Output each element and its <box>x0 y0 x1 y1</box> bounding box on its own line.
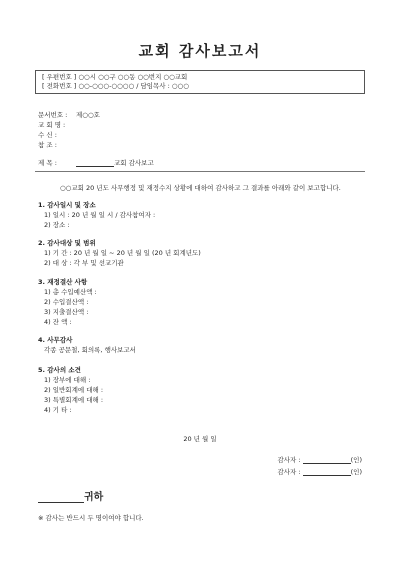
doc-number-label: 문서번호 : <box>38 111 68 119</box>
phone-line: [ 전화번호 ] ○○-○○○-○○○○ / 담임목사 : ○○○ <box>42 82 189 90</box>
section-item: 4) 잔 액 : <box>44 318 72 326</box>
section-item: 2) 장소 : <box>44 221 70 229</box>
subject-blank <box>76 158 114 167</box>
section-item: 2) 수입결산액 : <box>44 298 89 306</box>
recipient-suffix: 귀하 <box>84 492 104 503</box>
seal-mark: (인) <box>350 456 362 464</box>
section-heading: 1. 감사일시 및 장소 <box>38 201 96 209</box>
section-1 <box>38 200 155 230</box>
auditor-signature-2 <box>277 467 362 476</box>
section-item: 1) 일시 : 20 년 월 일 시 / 감사참여자 : <box>44 211 156 219</box>
signature-blank <box>303 455 351 464</box>
section-item: 1) 총 수입예산액 : <box>44 288 97 296</box>
document-meta <box>38 110 100 150</box>
recipient-blank <box>38 492 84 503</box>
page-title: 교회 감사보고서 <box>138 42 262 60</box>
divider <box>35 171 365 172</box>
recipient-line <box>38 488 103 503</box>
church-info-box <box>35 70 365 94</box>
section-2 <box>38 238 201 268</box>
auditor-label: 감사자 : <box>277 456 301 464</box>
postal-address-line: [ 우편번호 ] ○○시 ○○구 ○○동 ○○번지 ○○교회 <box>42 73 188 81</box>
section-item: 2) 일반회계에 대해 : <box>44 386 104 394</box>
seal-mark: (인) <box>350 468 362 476</box>
doc-number-value: 제○○호 <box>76 111 100 119</box>
section-item: 각종 공문철, 회의록, 행사보고서 <box>44 346 136 354</box>
section-item: 3) 특별회계에 대해 : <box>44 396 104 404</box>
section-heading: 5. 감사의 소견 <box>38 366 81 374</box>
section-4 <box>38 335 136 355</box>
footnote: ※ 감사는 반드시 두 명이여야 합니다. <box>38 514 144 522</box>
report-date: 20 년 월 일 <box>183 435 217 443</box>
auditor-label: 감사자 : <box>277 468 301 476</box>
section-3 <box>38 277 97 327</box>
section-item: 4) 기 타 : <box>44 406 72 414</box>
subject-line <box>38 158 154 167</box>
section-item: 1) 기 간 : 20 년 월 일 ~ 20 년 월 일 (20 년 회계년도) <box>44 249 201 257</box>
church-name-label: 교 회 명 : <box>38 121 66 129</box>
section-item: 2) 대 상 : 각 부 및 선교기관 <box>44 259 124 267</box>
section-item: 3) 지출결산액 : <box>44 308 89 316</box>
section-heading: 3. 재정결산 사항 <box>38 278 88 286</box>
subject-label: 제 목 : <box>38 159 57 167</box>
section-heading: 4. 사무감사 <box>38 336 73 344</box>
reference-label: 참 조 : <box>38 141 57 149</box>
auditor-signature-1 <box>277 455 362 464</box>
signature-blank <box>303 467 351 476</box>
section-5 <box>38 365 103 415</box>
intro-text: ○○교회 20 년도 사무행정 및 재정수지 상황에 대하여 감사하고 그 결과를 아래와 같이 보고합니다. <box>60 184 341 192</box>
subject-value: 교회 감사보고 <box>114 159 154 167</box>
recipient-label: 수 신 : <box>38 131 57 139</box>
section-heading: 2. 감사대상 및 범위 <box>38 239 96 247</box>
section-item: 1) 장부에 대해 : <box>44 376 91 384</box>
